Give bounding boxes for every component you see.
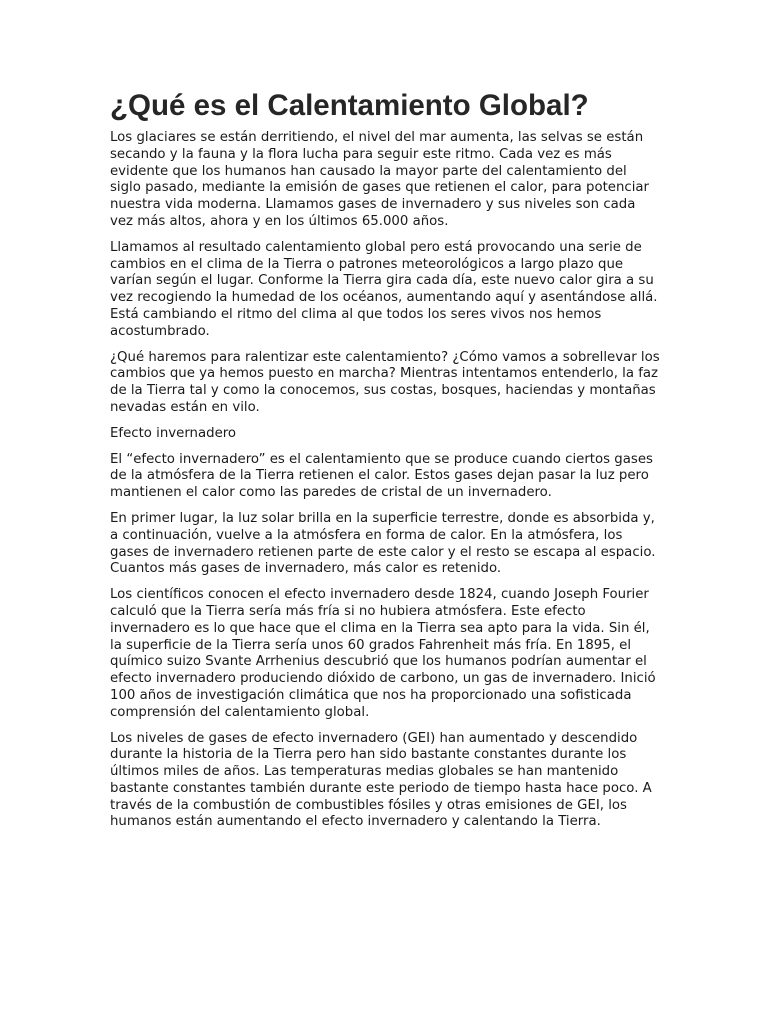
paragraph-historia: Los científicos conocen el efecto invernadero desde 1824, cuando Joseph Fourier calculó que la Tierra sería más fría si no hubiera atmósfera. Este efecto invernadero es lo que hace que el clima en la Tierra sea apto para la vida. Sin él, la superficie de la Tierra sería unos 60 grados Fahrenheit más fría. En 1895, el químico suizo Svante Arrhenius descubrió que los humanos podrían aumentar el efecto invernadero produciendo dióxido de carbono, un gas de invernadero. Inició 100 años de investigación climática que nos ha proporcionado una sofisticada comprensión del calentamiento global. [110,587,656,720]
paragraph-definicion: El “efecto invernadero” es el calentamiento que se produce cuando ciertos gases de la atmósfera de la Tierra retienen el calor. Estos gases dejan pasar la luz pero mantienen el calor como las paredes de cristal de un invernadero. [110,451,653,501]
paragraph-luz-solar: En primer lugar, la luz solar brilla en la superficie terrestre, donde es absorbida y, a continuación, vuelve a la atmósfera en forma de calor. En la atmósfera, los gases de invernadero retienen parte de este calor y el resto se escapa al espacio. Cuantos más gases de invernadero, más calor es retenido. [110,510,656,577]
paragraph-resultado: Llamamos al resultado calentamiento global pero está provocando una serie de cambios en el clima de la Tierra o patrones meteorológicos a largo plazo que varían según el lugar. Conforme la Tierra gira cada día, este nuevo calor gira a su vez recogiendo la humedad de los océanos, aumentando aquí y asentándose allá. Está cambiando el ritmo del clima al que todos los seres vivos nos hemos acostumbrado. [110,239,658,339]
document-page [110,88,660,840]
section-heading-efecto-invernadero: Efecto invernadero [110,425,237,441]
paragraph-niveles-gei: Los niveles de gases de efecto invernadero (GEI) han aumentado y descendido durante la historia de la Tierra pero han sido bastante constantes durante los últimos miles de años. Las temperaturas medias globales se han mantenido bastante constantes también durante este periodo de tiempo hasta hace poco. A través de la combustión de combustibles fósiles y otras emisiones de GEI, los humanos están aumentando el efecto invernadero y calentando la Tierra. [110,730,652,830]
paragraph-ralentizar: ¿Qué haremos para ralentizar este calentamiento? ¿Cómo vamos a sobrellevar los cambios que ya hemos puesto en marcha? Mientras intentamos entenderlo, la faz de la Tierra tal y como la conocemos, sus costas, bosques, haciendas y montañas nevadas están en vilo. [110,349,660,415]
document-title: ¿Qué es el Calentamiento Global? [110,89,589,122]
paragraph-glaciares: Los glaciares se están derritiendo, el nivel del mar aumenta, las selvas se están secando y la fauna y la flora lucha para seguir este ritmo. Cada vez es más evidente que los humanos han causado la mayor parte del calentamiento del siglo pasado, mediante la emisión de gases que retienen el calor, para potenciar nuestra vida moderna. Llamamos gases de invernadero y sus niveles son cada vez más altos, ahora y en los últimos 65.000 años. [110,130,650,229]
